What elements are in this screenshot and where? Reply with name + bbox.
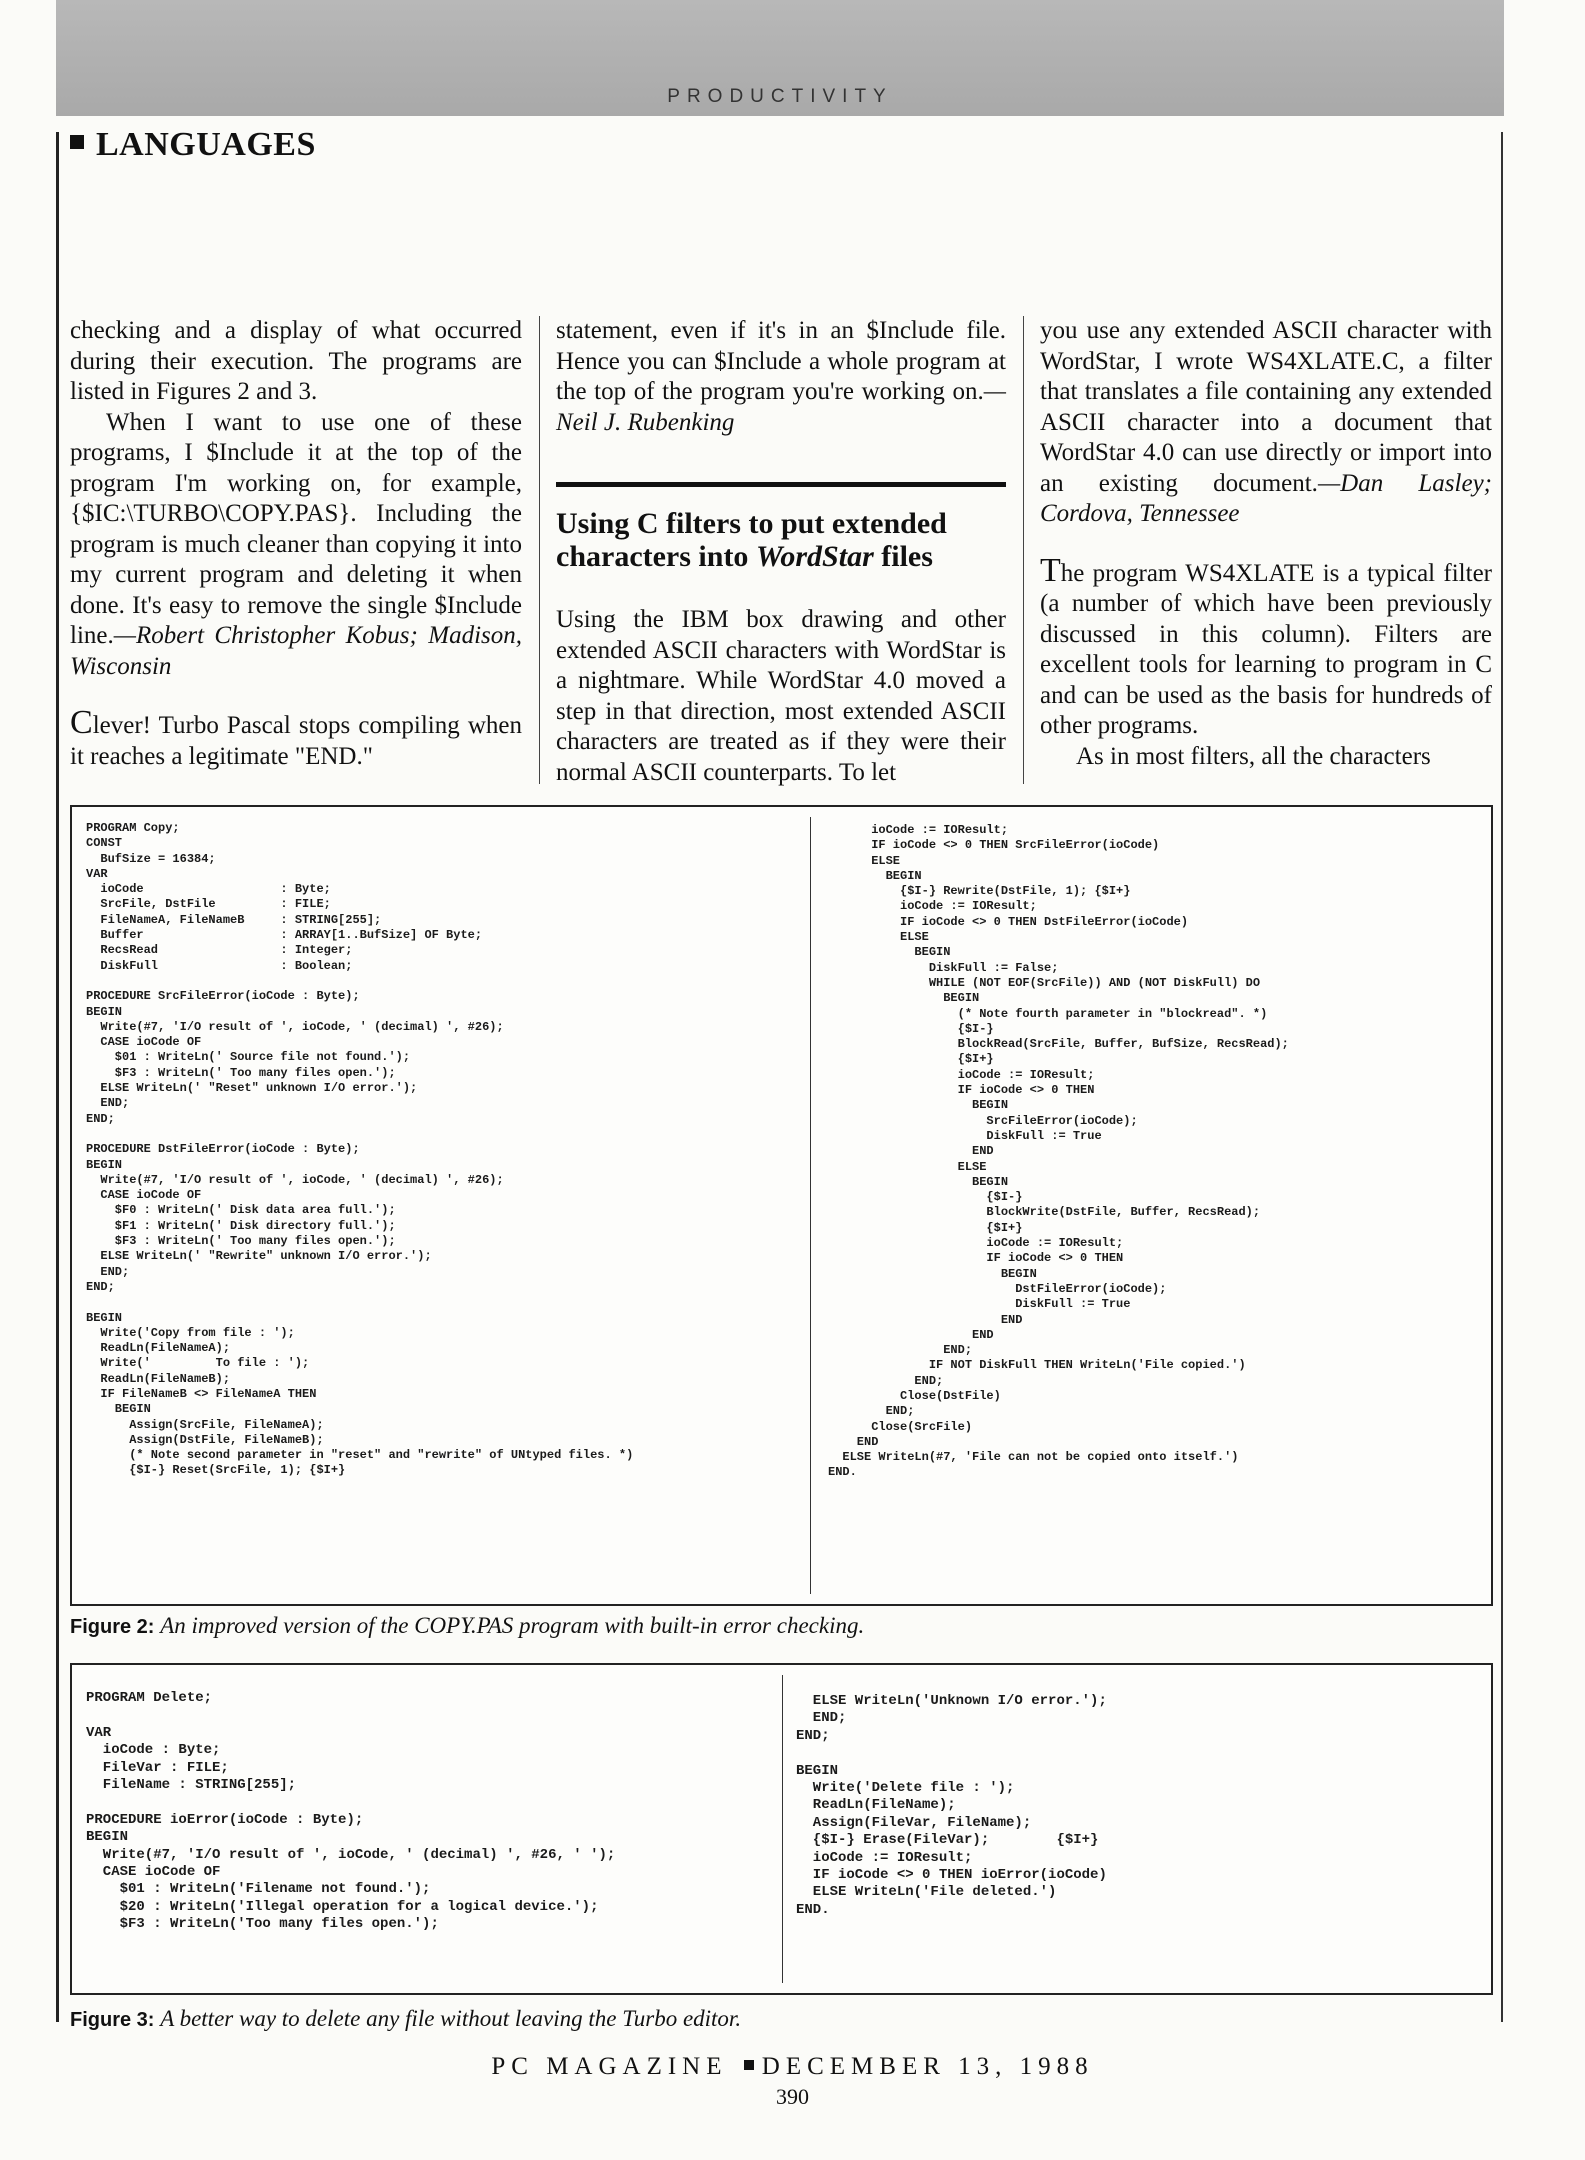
page-number: 390 bbox=[776, 2084, 809, 2109]
right-border-rule bbox=[1501, 132, 1503, 2022]
col1-paragraph-2: When I want to use one of these programs, I $Include it at the top of the program I'm working on, for example, {$IC:\TURBO\COPY.PAS}. Including the program is much cleaner than copying it into my current program and deleting it when done. It's easy to remove the single $Include line.—Robert Christopher Kobus; Madison, Wisconsin bbox=[70, 408, 522, 680]
section-kicker: PRODUCTIVITY bbox=[667, 86, 893, 107]
col1-author: —Robert Christopher Kobus; Madison, Wisconsin bbox=[70, 622, 522, 680]
figure-3-code-box bbox=[70, 1663, 1493, 1995]
col2-paragraph-1: statement, even if it's in an $Include file. Hence you can $Include a whole program at the top of the program you're working on.—Neil J. Rubenking bbox=[556, 317, 1006, 436]
figure-2-divider bbox=[810, 817, 811, 1594]
col1-paragraph-3: Clever! Turbo Pascal stops compiling when it reaches a legitimate "END." bbox=[70, 704, 522, 770]
text-column-3 bbox=[1040, 316, 1492, 772]
col3-paragraph-2: The program WS4XLATE is a typical filter (a number of which have been previously discussed in this column). Filters are excellent tools for learning to program in C and can be used as the basis for hundreds of other programs. bbox=[1040, 551, 1492, 739]
col3-paragraph-3: As in most filters, all the characters bbox=[1076, 742, 1431, 770]
figure-3-caption: Figure 3: A better way to delete any file without leaving the Turbo editor. bbox=[70, 2006, 742, 2031]
figure-2-code-box bbox=[70, 805, 1493, 1606]
article-subhead: Using C filters to put extended characters into WordStar files bbox=[556, 507, 947, 573]
page-footer bbox=[0, 2053, 1585, 2081]
col3-paragraph-1: you use any extended ASCII character with WordStar, I wrote WS4XLATE.C, a filter that translates a file containing any extended ASCII character into a document that WordStar 4.0 can use directly or import into an existing document.—Dan Lasley; Cordova, Tennessee bbox=[1040, 317, 1492, 527]
figure-3-code-left: PROGRAM Delete; VAR ioCode : Byte; FileVar : FILE; FileName : STRING[255]; PROCEDURE ioError(ioCode : Byte); BEGIN Write(#7, 'I/O result of ', ioCode, ' (decimal) ', #26, ' '); CASE ioCode OF $01 : WriteLn('Filename not found.'); $20 : WriteLn('Illegal operation for a logical device.'); $F3 : WriteLn('Too many files open.'); bbox=[86, 1690, 616, 1933]
figure-2-code-left: PROGRAM Copy; CONST BufSize = 16384; VAR ioCode : Byte; SrcFile, DstFile : FILE; FileNameA, FileNameB : STRING[255]; Buffer : ARRAY[1..BufSize] OF Byte; RecsRead : Integer; DiskFull : Boolean; PROCEDURE SrcFileError(ioCode : Byte); BEGIN Write(#7, 'I/O result of ', ioCode, ' (decimal) ', #26); CASE ioCode OF $01 : WriteLn(' Source file not found.'); $F3 : WriteLn(' Too many files open.'); ELSE WriteLn(' "Reset" unknown I/O error.'); END; END; PROCEDURE DstFileError(ioCode : Byte); BEGIN Write(#7, 'I/O result of ', ioCode, ' (decimal) ', #26); CASE ioCode OF $F0 : WriteLn(' Disk data area full.'); $F1 : WriteLn(' Disk directory full.'); $F3 : WriteLn(' Too many files open.'); ELSE WriteLn(' "Rewrite" unknown I/O error.'); END; END; BEGIN Write('Copy from file : '); ReadLn(FileNameA); Write(' To file : '); ReadLn(FileNameB); IF FileNameB <> FileNameA THEN BEGIN Assign(SrcFile, FileNameA); Assign(DstFile, FileNameB); (* Note second parameter in "reset" and "rewrite" of UNtyped files. *) {$I-} Reset(SrcFile, 1); {$I+} bbox=[86, 821, 634, 1478]
col3-dropcap: T bbox=[1040, 551, 1061, 589]
figure-3-code-right: ELSE WriteLn('Unknown I/O error.'); END; END; BEGIN Write('Delete file : '); ReadLn(FileName); Assign(FileVar, FileName); {$I-} Erase(FileVar); {$I+} ioCode := IOResult; IF ioCode <> 0 THEN ioError(ioCode) ELSE WriteLn('File deleted.') END. bbox=[796, 1693, 1107, 1918]
col1-dropcap: C bbox=[70, 704, 93, 741]
footer-date: DECEMBER 13, 1988 bbox=[761, 2053, 1094, 2080]
figure-2-caption: Figure 2: An improved version of the COPY.PAS program with built-in error checking. bbox=[70, 1613, 865, 1638]
figure-2-code-right: ioCode := IOResult; IF ioCode <> 0 THEN SrcFileError(ioCode) ELSE BEGIN {$I-} Rewrite(DstFile, 1); {$I+} ioCode := IOResult; IF ioCode <> 0 THEN DstFileError(ioCode) ELSE BEGIN DiskFull := False; WHILE (NOT EOF(SrcFile)) AND (NOT DiskFull) DO BEGIN (* Note fourth parameter in "blockread". *) {$I-} BlockRead(SrcFile, Buffer, BufSize, RecsRead); {$I+} ioCode := IOResult; IF ioCode <> 0 THEN BEGIN SrcFileError(ioCode); DiskFull := True END ELSE BEGIN {$I-} BlockWrite(DstFile, Buffer, RecsRead); {$I+} ioCode := IOResult; IF ioCode <> 0 THEN BEGIN DstFileError(ioCode); DiskFull := True END END END; IF NOT DiskFull THEN WriteLn('File copied.') END; Close(DstFile) END; Close(SrcFile) END ELSE WriteLn(#7, 'File can not be copied onto itself.') END. bbox=[828, 823, 1289, 1480]
bullet-square-icon bbox=[70, 135, 84, 149]
col2-author: —Neil J. Rubenking bbox=[556, 378, 1006, 436]
text-column-1 bbox=[70, 316, 522, 772]
col2-paragraph-2: Using the IBM box drawing and other extended ASCII characters with WordStar is a nightmare. While WordStar 4.0 moved a step in that direction, most extended ASCII characters are treated as if they were their normal ASCII counterparts. To let bbox=[556, 606, 1006, 786]
section-title-text: LANGUAGES bbox=[96, 126, 316, 163]
figure-3-divider bbox=[782, 1675, 783, 1983]
section-title bbox=[70, 126, 316, 164]
column-divider-2 bbox=[1023, 316, 1024, 784]
article-divider-bar bbox=[556, 482, 1006, 487]
column-divider-1 bbox=[539, 316, 540, 784]
footer-bullet-icon bbox=[744, 2060, 754, 2070]
left-border-rule bbox=[56, 132, 59, 2022]
col3-author: —Dan Lasley; Cordova, Tennessee bbox=[1040, 469, 1492, 527]
col1-paragraph-1: checking and a display of what occurred during their execution. The programs are listed in Figures 2 and 3. bbox=[70, 317, 522, 405]
text-column-2 bbox=[556, 316, 1006, 788]
footer-magazine: PC MAGAZINE bbox=[491, 2053, 728, 2080]
